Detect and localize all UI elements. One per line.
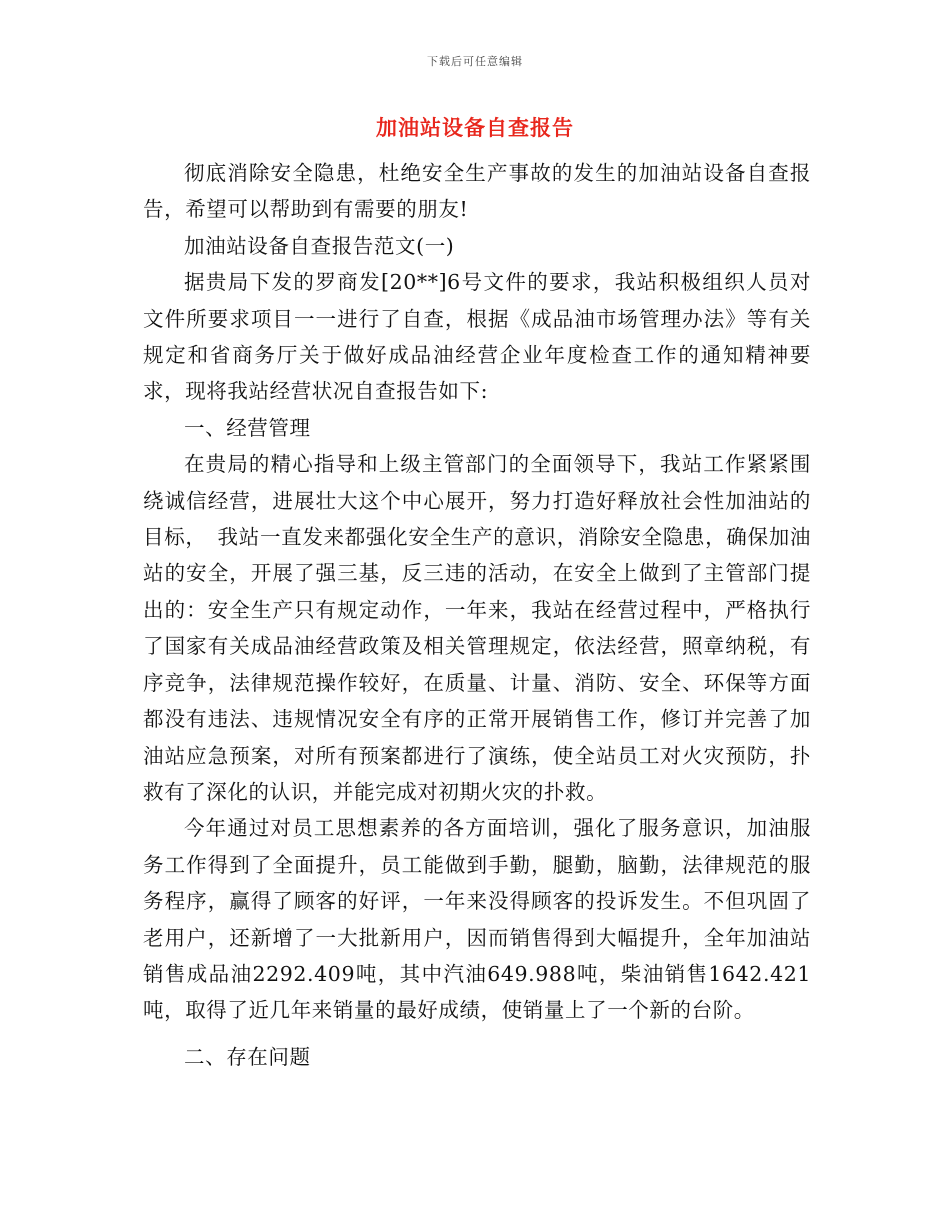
subtitle-paragraph: 加油站设备自查报告范文(一)	[184, 233, 455, 258]
section-heading: 一、经营管理	[184, 415, 311, 440]
body-paragraph: 据贵局下发的罗商发[20**]6号文件的要求，我站积极组织人员对文件所要求项目一一进行了自查，根据《成品油市场管理办法》等有关规定和省商务厅关于做好成品油经营企业年度检查工作的通知精神要求，现将我站经营状况自查报告如下:	[143, 270, 811, 404]
document-title: 加油站设备自查报告	[376, 115, 574, 140]
intro-paragraph: 彻底消除安全隐患，杜绝安全生产事故的发生的加油站设备自查报告，希望可以帮助到有需要的朋友!	[143, 161, 811, 222]
header-note: 下载后可任意编辑	[427, 55, 523, 68]
body-paragraph: 在贵局的精心指导和上级主管部门的全面领导下，我站工作紧紧围绕诚信经营，进展壮大这个中心展开，努力打造好释放社会性加油站的目标， 我站一直发来都强化安全生产的意识，消除安全隐患，确保加油站的安全，开展了强三基，反三违的活动，在安全上做到了主管部门提出的：安全生产只有规定动作，一年来，我站在经营过程中，严格执行了国家有关成品油经营政策及相关管理规定，依法经营，照章纳税，有序竞争，法律规范操作较好，在质量、计量、消防、安全、环保等方面都没有违法、违规情况安全有序的正常开展销售工作，修订并完善了加油站应急预案，对所有预案都进行了演练，使全站员工对火灾预防，扑救有了深化的认识，并能完成对初期火灾的扑救。	[143, 452, 811, 804]
document-body	[143, 155, 811, 1075]
section-heading: 二、存在问题	[184, 1044, 311, 1069]
body-paragraph: 今年通过对员工思想素养的各方面培训，强化了服务意识，加油服务工作得到了全面提升，员工能做到手勤，腿勤，脑勤，法律规范的服务程序，赢得了顾客的好评，一年来没得顾客的投诉发生。不但巩固了老用户，还新增了一大批新用户，因而销售得到大幅提升，全年加油站销售成品油2292.409吨，其中汽油649.988吨，柴油销售1642.421吨，取得了近几年来销量的最好成绩，使销量上了一个新的台阶。	[143, 816, 811, 1023]
